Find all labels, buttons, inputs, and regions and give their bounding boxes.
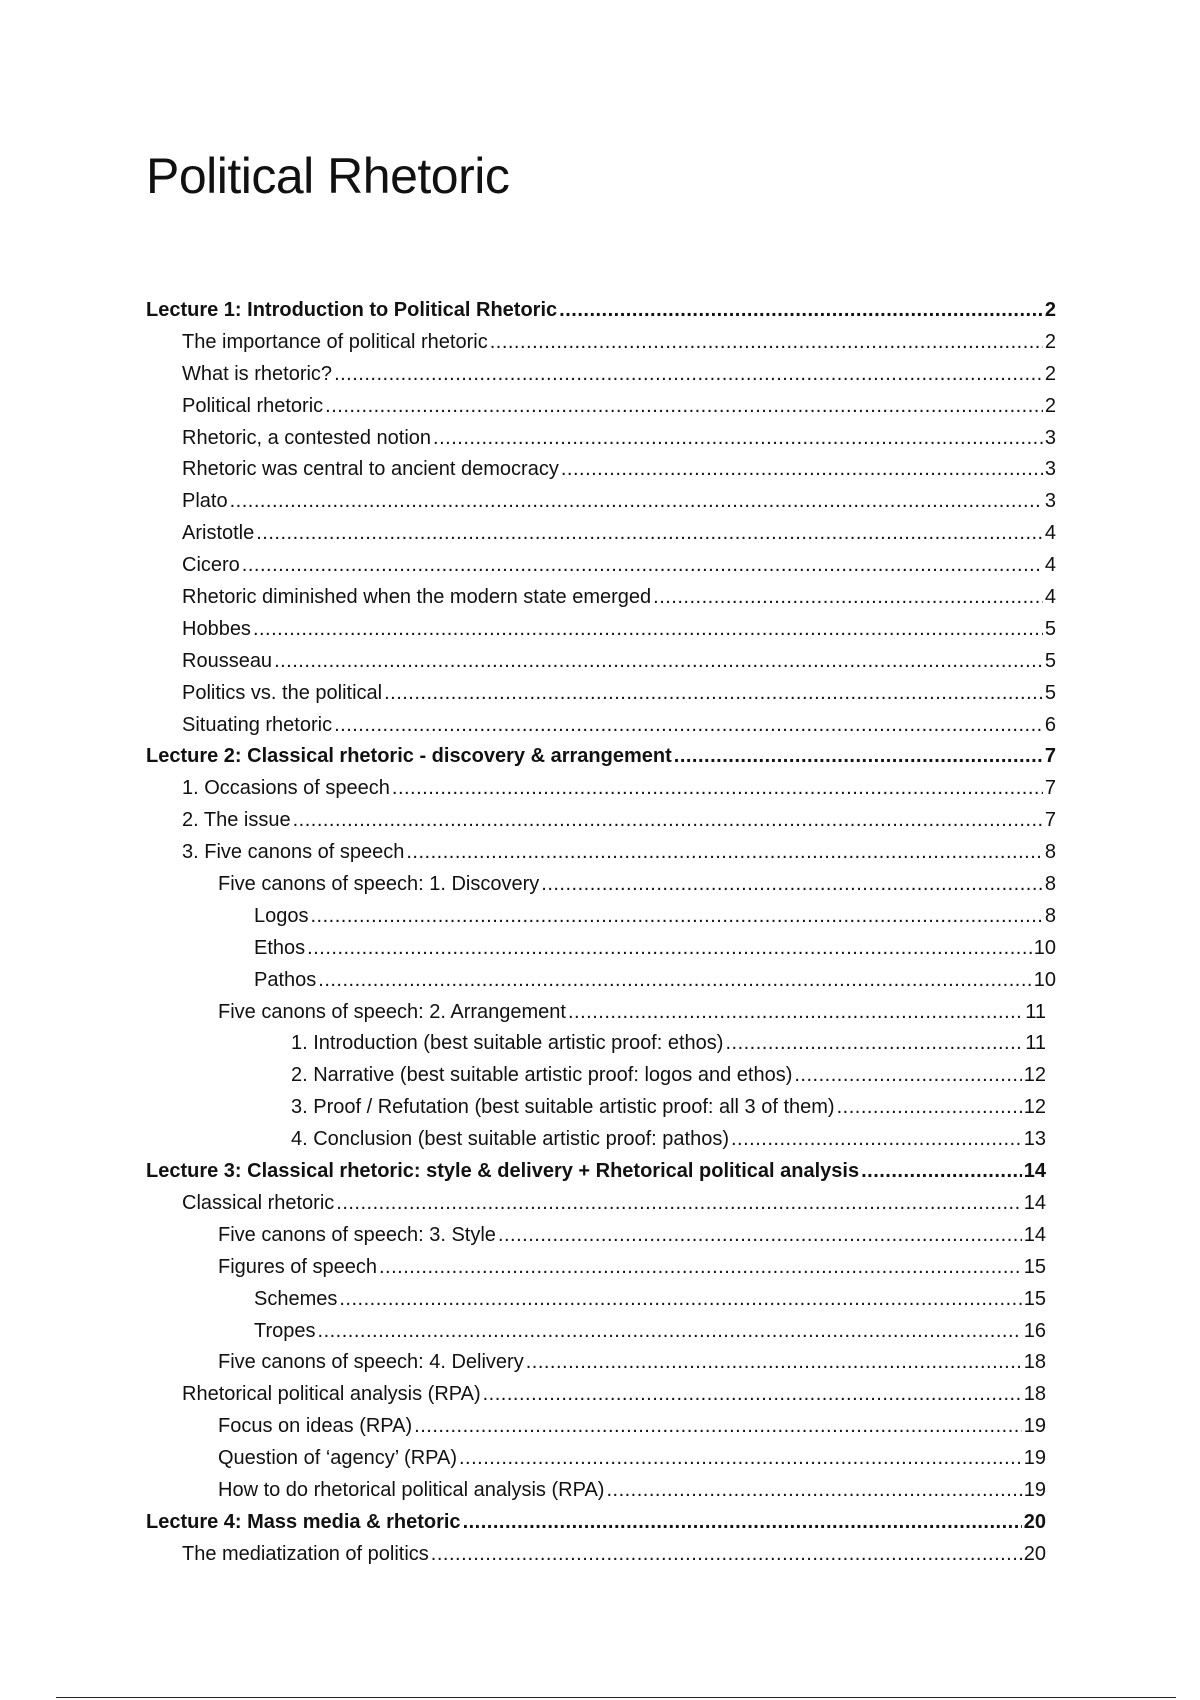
toc-entry-lecture-1[interactable] xyxy=(146,295,1056,327)
toc-leader-dots xyxy=(498,1220,1022,1252)
toc-leader-dots xyxy=(861,1156,1022,1188)
toc-leader-dots xyxy=(274,646,1043,678)
toc-entry[interactable] xyxy=(146,773,1056,805)
toc-entry-label: Lecture 4: Mass media & rhetoric xyxy=(146,1510,461,1533)
toc-page-number: 5 xyxy=(1044,649,1056,672)
toc-page-number: 12 xyxy=(1023,1096,1046,1119)
toc-entry[interactable] xyxy=(146,1092,1046,1124)
toc-entry-lecture-2[interactable] xyxy=(146,741,1056,773)
toc-entry[interactable] xyxy=(146,423,1056,455)
toc-leader-dots xyxy=(606,1475,1021,1507)
toc-leader-dots xyxy=(541,869,1043,901)
toc-entry-label: 2. Narrative (best suitable artistic proof: logos and ethos) xyxy=(291,1064,793,1087)
toc-entry-label: Rousseau xyxy=(182,649,273,672)
toc-page-number: 2 xyxy=(1044,394,1056,417)
toc-leader-dots xyxy=(561,454,1043,486)
toc-page-number: 20 xyxy=(1023,1510,1046,1533)
toc-entry[interactable] xyxy=(146,646,1056,678)
toc-entry[interactable] xyxy=(146,1188,1046,1220)
toc-page-number: 2 xyxy=(1044,362,1056,385)
toc-page-number: 19 xyxy=(1023,1478,1046,1501)
toc-leader-dots xyxy=(414,1411,1022,1443)
toc-leader-dots xyxy=(406,837,1043,869)
toc-leader-dots xyxy=(459,1443,1022,1475)
toc-entry-label: Focus on ideas (RPA) xyxy=(218,1415,413,1438)
toc-entry-label: Logos xyxy=(254,904,309,927)
toc-page-number: 18 xyxy=(1023,1351,1046,1374)
toc-entry-label: 2. The issue xyxy=(182,809,291,832)
table-of-contents xyxy=(146,295,1056,1571)
toc-page-number: 14 xyxy=(1023,1191,1046,1214)
toc-leader-dots xyxy=(837,1092,1022,1124)
toc-leader-dots xyxy=(253,614,1043,646)
toc-leader-dots xyxy=(325,391,1043,423)
toc-leader-dots xyxy=(318,1316,1022,1348)
toc-leader-dots xyxy=(334,710,1043,742)
toc-entry[interactable] xyxy=(146,1539,1046,1571)
toc-entry[interactable] xyxy=(146,1220,1046,1252)
toc-entry[interactable] xyxy=(146,1284,1046,1316)
toc-page-number: 3 xyxy=(1044,458,1056,481)
toc-entry-label: Pathos xyxy=(254,968,317,991)
toc-entry-label: Hobbes xyxy=(182,617,251,640)
toc-leader-dots xyxy=(242,550,1043,582)
toc-page-number: 14 xyxy=(1023,1160,1046,1183)
toc-leader-dots xyxy=(674,741,1043,773)
toc-leader-dots xyxy=(307,933,1032,965)
toc-entry[interactable] xyxy=(146,359,1056,391)
toc-leader-dots xyxy=(731,1124,1022,1156)
toc-entry-label: Lecture 3: Classical rhetoric: style & delivery + Rhetorical political analysis xyxy=(146,1160,860,1183)
toc-entry[interactable] xyxy=(146,901,1056,933)
toc-entry[interactable] xyxy=(146,1316,1046,1348)
toc-page-number: 7 xyxy=(1044,809,1056,832)
toc-page-number: 5 xyxy=(1044,617,1056,640)
toc-entry-label: Lecture 2: Classical rhetoric - discovery & arrangement xyxy=(146,745,672,768)
toc-leader-dots xyxy=(392,773,1043,805)
toc-entry-label: 1. Introduction (best suitable artistic proof: ethos) xyxy=(291,1032,724,1055)
toc-page-number: 6 xyxy=(1044,713,1056,736)
toc-entry[interactable] xyxy=(146,1475,1046,1507)
toc-page-number: 10 xyxy=(1033,968,1056,991)
toc-page-number: 5 xyxy=(1044,681,1056,704)
toc-entry-label: Five canons of speech: 2. Arrangement xyxy=(218,1000,566,1023)
toc-page-number: 13 xyxy=(1023,1128,1046,1151)
toc-entry[interactable] xyxy=(146,327,1056,359)
toc-leader-dots xyxy=(653,582,1043,614)
toc-leader-dots xyxy=(293,805,1043,837)
toc-entry[interactable] xyxy=(146,805,1056,837)
toc-entry[interactable] xyxy=(146,1443,1046,1475)
toc-entry[interactable] xyxy=(146,1028,1046,1060)
toc-page-number: 2 xyxy=(1044,299,1056,321)
toc-page-number: 7 xyxy=(1044,745,1056,768)
toc-leader-dots xyxy=(568,997,1023,1029)
toc-page-number: 15 xyxy=(1023,1255,1046,1278)
toc-entry-label: Aristotle xyxy=(182,522,255,545)
toc-page-number: 18 xyxy=(1023,1383,1046,1406)
toc-entry-label: Ethos xyxy=(254,936,306,959)
toc-entry-label: Question of ‘agency’ (RPA) xyxy=(218,1447,457,1470)
toc-entry-label: Rhetoric was central to ancient democracy xyxy=(182,458,559,481)
toc-page-number: 2 xyxy=(1044,330,1056,353)
toc-page-number: 20 xyxy=(1023,1542,1046,1565)
toc-entry-label: How to do rhetorical political analysis (RPA) xyxy=(218,1478,605,1501)
toc-entry-label: Rhetorical political analysis (RPA) xyxy=(182,1383,481,1406)
toc-entry-label: Rhetoric diminished when the modern state emerged xyxy=(182,586,652,609)
toc-entry-label: The mediatization of politics xyxy=(182,1542,429,1565)
toc-leader-dots xyxy=(431,1539,1022,1571)
toc-entry-label: 4. Conclusion (best suitable artistic proof: pathos) xyxy=(291,1128,729,1151)
toc-leader-dots xyxy=(334,359,1043,391)
toc-entry-label: The importance of political rhetoric xyxy=(182,330,488,353)
toc-entry[interactable] xyxy=(146,391,1056,423)
toc-leader-dots xyxy=(490,327,1043,359)
toc-page-number: 7 xyxy=(1044,777,1056,800)
toc-entry[interactable] xyxy=(146,1411,1046,1443)
toc-page-number: 10 xyxy=(1033,936,1056,959)
toc-entry[interactable] xyxy=(146,1347,1046,1379)
toc-entry[interactable] xyxy=(146,582,1056,614)
toc-leader-dots xyxy=(379,1252,1022,1284)
toc-page-number: 14 xyxy=(1023,1223,1046,1246)
toc-entry[interactable] xyxy=(146,486,1056,518)
toc-page-number: 19 xyxy=(1023,1447,1046,1470)
toc-leader-dots xyxy=(463,1507,1022,1539)
toc-page-number: 11 xyxy=(1025,1032,1046,1055)
toc-page-number: 4 xyxy=(1044,522,1056,545)
toc-entry-lecture-3[interactable] xyxy=(146,1156,1046,1188)
toc-entry-label: Cicero xyxy=(182,554,240,577)
toc-entry[interactable] xyxy=(146,837,1056,869)
toc-page-number: 16 xyxy=(1023,1319,1046,1342)
toc-entry[interactable] xyxy=(146,1379,1046,1411)
toc-entry[interactable] xyxy=(146,710,1056,742)
toc-entry[interactable] xyxy=(146,997,1046,1029)
toc-leader-dots xyxy=(433,423,1043,455)
toc-entry[interactable] xyxy=(146,518,1056,550)
toc-entry-label: Politics vs. the political xyxy=(182,681,383,704)
toc-entry[interactable] xyxy=(146,1124,1046,1156)
toc-entry-label: What is rhetoric? xyxy=(182,362,333,385)
toc-entry-label: Five canons of speech: 1. Discovery xyxy=(218,873,540,896)
toc-leader-dots xyxy=(230,486,1043,518)
toc-entry[interactable] xyxy=(146,550,1056,582)
toc-entry-label: Classical rhetoric xyxy=(182,1191,335,1214)
toc-entry-label: Schemes xyxy=(254,1287,338,1310)
toc-leader-dots xyxy=(483,1379,1022,1411)
toc-leader-dots xyxy=(559,295,1043,327)
toc-leader-dots xyxy=(336,1188,1021,1220)
toc-leader-dots xyxy=(311,901,1043,933)
toc-leader-dots xyxy=(725,1028,1023,1060)
toc-entry[interactable] xyxy=(146,678,1056,710)
toc-entry-label: Five canons of speech: 3. Style xyxy=(218,1223,496,1246)
toc-page-number: 3 xyxy=(1044,490,1056,513)
toc-page-number: 8 xyxy=(1044,841,1056,864)
toc-page-number: 8 xyxy=(1044,873,1056,896)
footer-divider xyxy=(56,1697,1176,1698)
toc-entry[interactable] xyxy=(146,454,1056,486)
page-title: Political Rhetoric xyxy=(146,148,510,204)
toc-leader-dots xyxy=(339,1284,1021,1316)
toc-entry-label: 3. Five canons of speech xyxy=(182,841,405,864)
toc-entry-label: Five canons of speech: 4. Delivery xyxy=(218,1351,524,1374)
toc-page-number: 4 xyxy=(1044,554,1056,577)
toc-page-number: 4 xyxy=(1044,586,1056,609)
toc-leader-dots xyxy=(794,1060,1021,1092)
toc-page-number: 15 xyxy=(1023,1287,1046,1310)
toc-entry-label: 1. Occasions of speech xyxy=(182,777,390,800)
toc-page-number: 12 xyxy=(1023,1064,1046,1087)
toc-entry-label: 3. Proof / Refutation (best suitable artistic proof: all 3 of them) xyxy=(291,1096,835,1119)
toc-entry-lecture-4[interactable] xyxy=(146,1507,1046,1539)
toc-leader-dots xyxy=(526,1347,1022,1379)
toc-entry[interactable] xyxy=(146,933,1056,965)
toc-entry-label: Political rhetoric xyxy=(182,394,324,417)
toc-page-number: 19 xyxy=(1023,1415,1046,1438)
toc-entry[interactable] xyxy=(146,1252,1046,1284)
toc-page-number: 8 xyxy=(1044,904,1056,927)
toc-entry-label: Situating rhetoric xyxy=(182,713,333,736)
toc-entry-label: Tropes xyxy=(254,1319,316,1342)
toc-page-number: 11 xyxy=(1025,1000,1046,1023)
toc-entry[interactable] xyxy=(146,614,1056,646)
toc-page-number: 3 xyxy=(1044,426,1056,449)
toc-entry[interactable] xyxy=(146,869,1056,901)
toc-leader-dots xyxy=(384,678,1043,710)
toc-entry-label: Plato xyxy=(182,490,228,513)
toc-entry[interactable] xyxy=(146,965,1056,997)
toc-leader-dots xyxy=(256,518,1043,550)
toc-entry-label: Lecture 1: Introduction to Political Rhetoric xyxy=(146,299,558,321)
toc-leader-dots xyxy=(318,965,1031,997)
toc-entry-label: Rhetoric, a contested notion xyxy=(182,426,432,449)
toc-entry-label: Figures of speech xyxy=(218,1255,377,1278)
toc-entry[interactable] xyxy=(146,1060,1046,1092)
